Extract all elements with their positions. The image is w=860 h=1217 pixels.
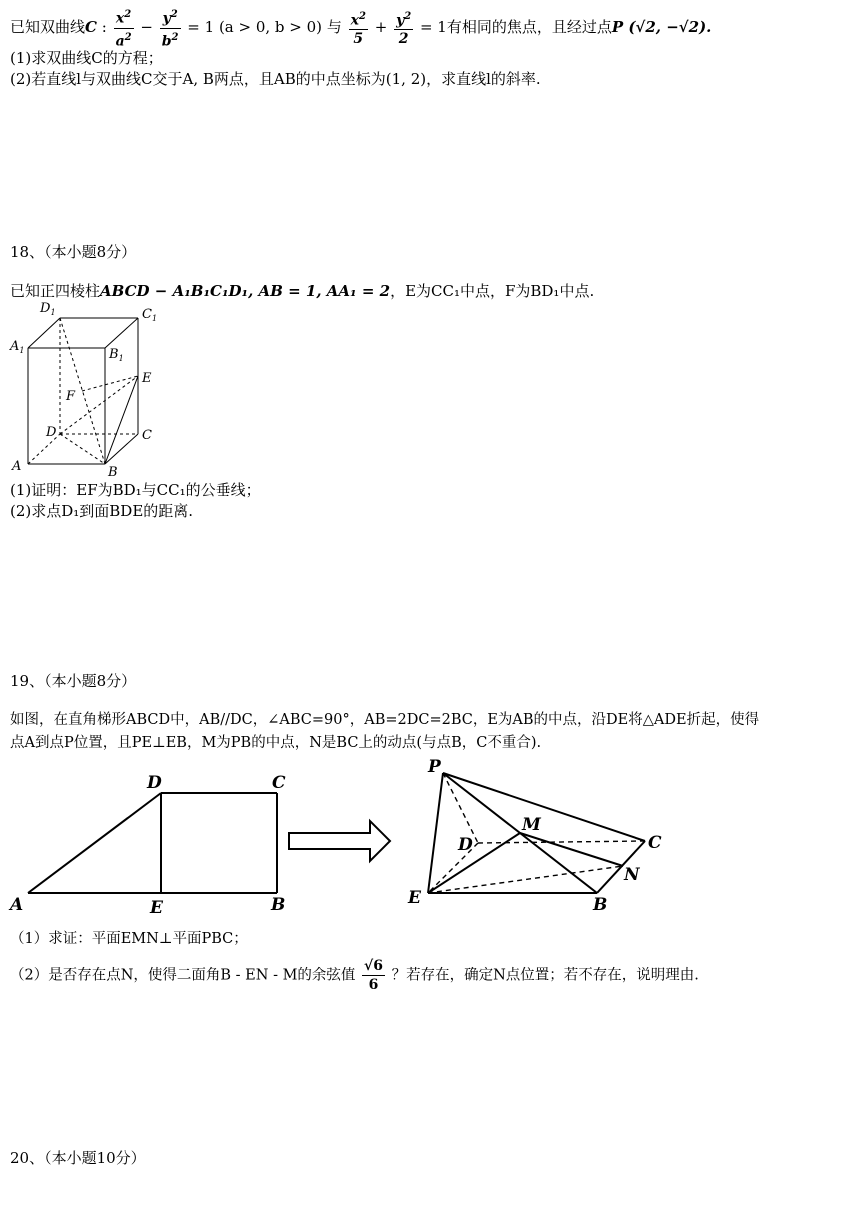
q17-stem-mid: 与: [326, 18, 342, 37]
fig-right-E: E: [408, 888, 421, 908]
fig-right-P: P: [428, 758, 441, 777]
q17-stem: 已知双曲线C : $\frac{x^2}{a^2}$ − $\frac{y^2}{b^2}$ = 1 (a > 0, b > 0) 与 $\frac{x^2}{5}$ + $\frac{y^2}{2}$ = 1有相同的焦点，且经过点P (√2, −√2).: [10, 6, 711, 50]
q17-frac1: $\frac{x^2}{a^2}$: [114, 6, 134, 50]
q18-stem-math: ABCD − A₁B₁C₁D₁, AB = 1, AA₁ = 2: [100, 282, 391, 300]
fig-left-C: C: [272, 773, 286, 793]
fig-left-B: B: [271, 895, 286, 915]
q19-stem-line2: 点A到点P位置，且PE⊥EB，M为PB的中点，N是BC上的动点(与点B，C不重合).: [10, 735, 542, 751]
q18-stem-prefix: 已知正四棱柱: [10, 282, 101, 300]
q17-stem-suffix: 有相同的焦点，且经过点: [446, 18, 612, 37]
label-A1: $A_1$: [10, 339, 25, 355]
q18-stem-suffix: ，E为CC₁中点，F为BD₁中点.: [390, 282, 595, 300]
q18-heading: 18、（本小题8分）: [10, 243, 137, 261]
q18-part2: (2)求点D₁到面BDE的距离.: [10, 502, 194, 520]
q19-part2-fraction: $\frac{√6}{6}$: [364, 958, 383, 993]
fig-right-N: N: [624, 865, 640, 885]
q17-part2: (2)若直线l与双曲线C交于A, B两点，且AB的中点坐标为(1, 2)，求直线l的斜率.: [10, 70, 541, 88]
label-C1: $C_1$: [142, 307, 158, 323]
label-D1: $D_1$: [40, 301, 56, 317]
label-D: D: [46, 425, 57, 440]
fig-left-D: D: [147, 773, 162, 793]
q19-stem-line1: 如图，在直角梯形ABCD中，AB//DC，∠ABC=90°，AB=2DC=2BC，E为AB的中点，沿DE将△ADE折起，使得: [10, 712, 760, 728]
q17-eq-rhs: = 1 (a > 0, b > 0): [187, 18, 323, 37]
q17-eq2-rhs: = 1: [419, 18, 447, 37]
q19-heading: 19、（本小题8分）: [10, 672, 137, 690]
q17-frac2: $\frac{y^2}{b^2}$: [160, 6, 181, 50]
fig-left-A: A: [10, 895, 24, 915]
q17-point: P (√2, −√2).: [611, 18, 712, 37]
q19-part2: [10, 957, 699, 994]
label-A: A: [12, 459, 22, 474]
q19-figures: [0, 758, 860, 918]
q19-part2-prefix: （2）是否存在点N，使得二面角B - EN - M的余弦值: [10, 967, 356, 984]
label-C: C: [142, 428, 152, 443]
label-B: B: [108, 465, 118, 480]
q17-stem-prefix: 已知双曲线: [10, 18, 86, 37]
fig-right-B: B: [593, 895, 608, 915]
q17-curve-name: C: [85, 18, 97, 37]
q17-frac4: $\frac{y^2}{2}$: [394, 8, 413, 49]
label-F: F: [66, 389, 76, 404]
q20-heading: 20、（本小题10分）: [10, 1149, 146, 1167]
q19-part2-suffix: ？若存在，确定N点位置；若不存在，说明理由.: [391, 967, 699, 984]
label-B1: $B_1$: [109, 347, 124, 363]
fig-right-C: C: [648, 833, 662, 853]
fig-left-E: E: [150, 898, 163, 918]
label-E: E: [142, 371, 152, 386]
fig-right-D: D: [458, 835, 473, 855]
q19-part1: （1）求证：平面EMN⊥平面PBC；: [10, 931, 248, 947]
q18-part1: (1)证明：EF为BD₁与CC₁的公垂线；: [10, 481, 261, 499]
q17-frac3: $\frac{x^2}{5}$: [349, 8, 368, 49]
q17-part1: (1)求双曲线C的方程；: [10, 49, 163, 67]
q18-prism-figure: [8, 298, 168, 480]
fig-right-M: M: [522, 815, 541, 835]
